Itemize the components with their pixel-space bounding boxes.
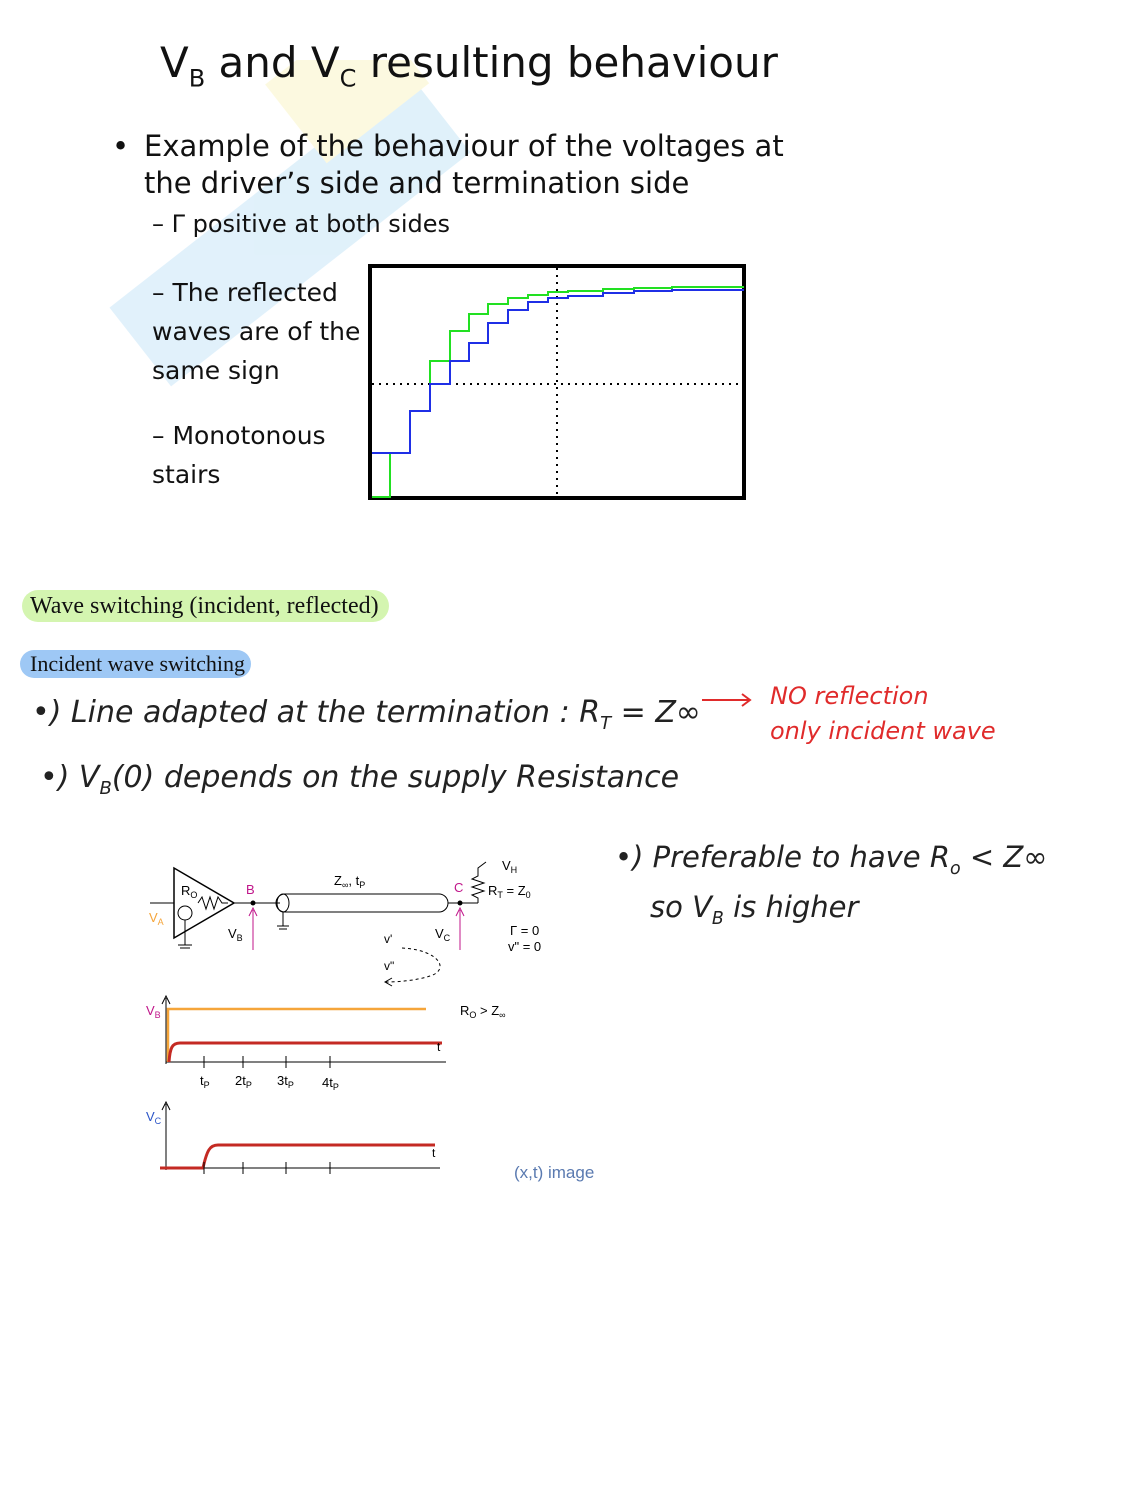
ro-resistor xyxy=(198,897,228,909)
label-va: $V_A$ xyxy=(149,910,164,927)
tick-tp: $t_P$ xyxy=(200,1073,210,1090)
section-header: Wave switching (incident, reflected) xyxy=(22,590,389,622)
label-vprime: v' xyxy=(384,932,393,946)
tick-4tp: $4t_P$ xyxy=(322,1075,339,1092)
tick-2tp: $2t_P$ xyxy=(235,1073,252,1090)
vc-red-trace xyxy=(160,1145,435,1168)
label-c: C xyxy=(454,880,464,895)
side-note-reflected: – The reflected waves are of the same sign xyxy=(152,278,361,385)
sub-bullet: – Γ positive at both sides xyxy=(152,210,450,238)
tick-3tp: $3t_P$ xyxy=(277,1073,294,1090)
note-no-reflection: NO reflection xyxy=(770,682,929,710)
timing-diagram xyxy=(140,990,620,1190)
label-vpp: v" = 0 xyxy=(508,939,542,954)
note-only-incident: only incident wave xyxy=(770,717,996,745)
circuit-diagram xyxy=(140,850,560,990)
label-rt: $R_T = Z_0$ xyxy=(488,883,531,900)
vc-t-label: t xyxy=(432,1146,436,1160)
label-zline: $Z_\infty$, $t_P$ xyxy=(334,873,366,890)
note-preferable: •) Preferable to have $R_o < Z\infty$ xyxy=(615,840,1048,879)
vb-axis-label: $V_B$ xyxy=(146,1003,161,1020)
note-vb-depends: •) $V_B(0)$ depends on the supply Resistance xyxy=(40,760,680,799)
va-source xyxy=(178,906,192,920)
vb-t-label: t xyxy=(437,1040,441,1054)
transmission-line xyxy=(276,894,448,912)
label-vh: $V_H$ xyxy=(502,858,518,875)
note-line-adapted: •) Line adapted at the termination : $R_T = Z\infty$ xyxy=(32,695,701,734)
rt-resistor xyxy=(472,862,486,903)
vb-condition: $R_O > Z_\infty$ xyxy=(460,1003,506,1020)
vb-red-trace xyxy=(169,1043,442,1062)
arrow-icon xyxy=(700,690,756,710)
label-vdoubleprime: v" xyxy=(384,959,395,973)
side-note-monotonous: – Monotonous stairs xyxy=(152,421,326,489)
image-caption: (x,t) image xyxy=(514,1163,595,1182)
page-title: $V_B$ and $V_C$ resulting behaviour xyxy=(160,38,778,93)
label-vb: $V_B$ xyxy=(228,926,243,943)
note-vb-higher: so $V_B$ is higher xyxy=(650,890,859,929)
blue-staircase xyxy=(372,290,744,453)
stairs-plot xyxy=(368,264,748,502)
label-ro: $R_O$ xyxy=(181,883,198,900)
subsection-header: Incident wave switching xyxy=(20,650,251,678)
label-b: B xyxy=(246,882,255,897)
vb-orange-trace xyxy=(168,1009,426,1062)
label-gamma: Γ = 0 xyxy=(510,923,540,938)
label-vc: $V_C$ xyxy=(435,926,451,943)
vc-axis-label: $V_C$ xyxy=(146,1109,162,1126)
